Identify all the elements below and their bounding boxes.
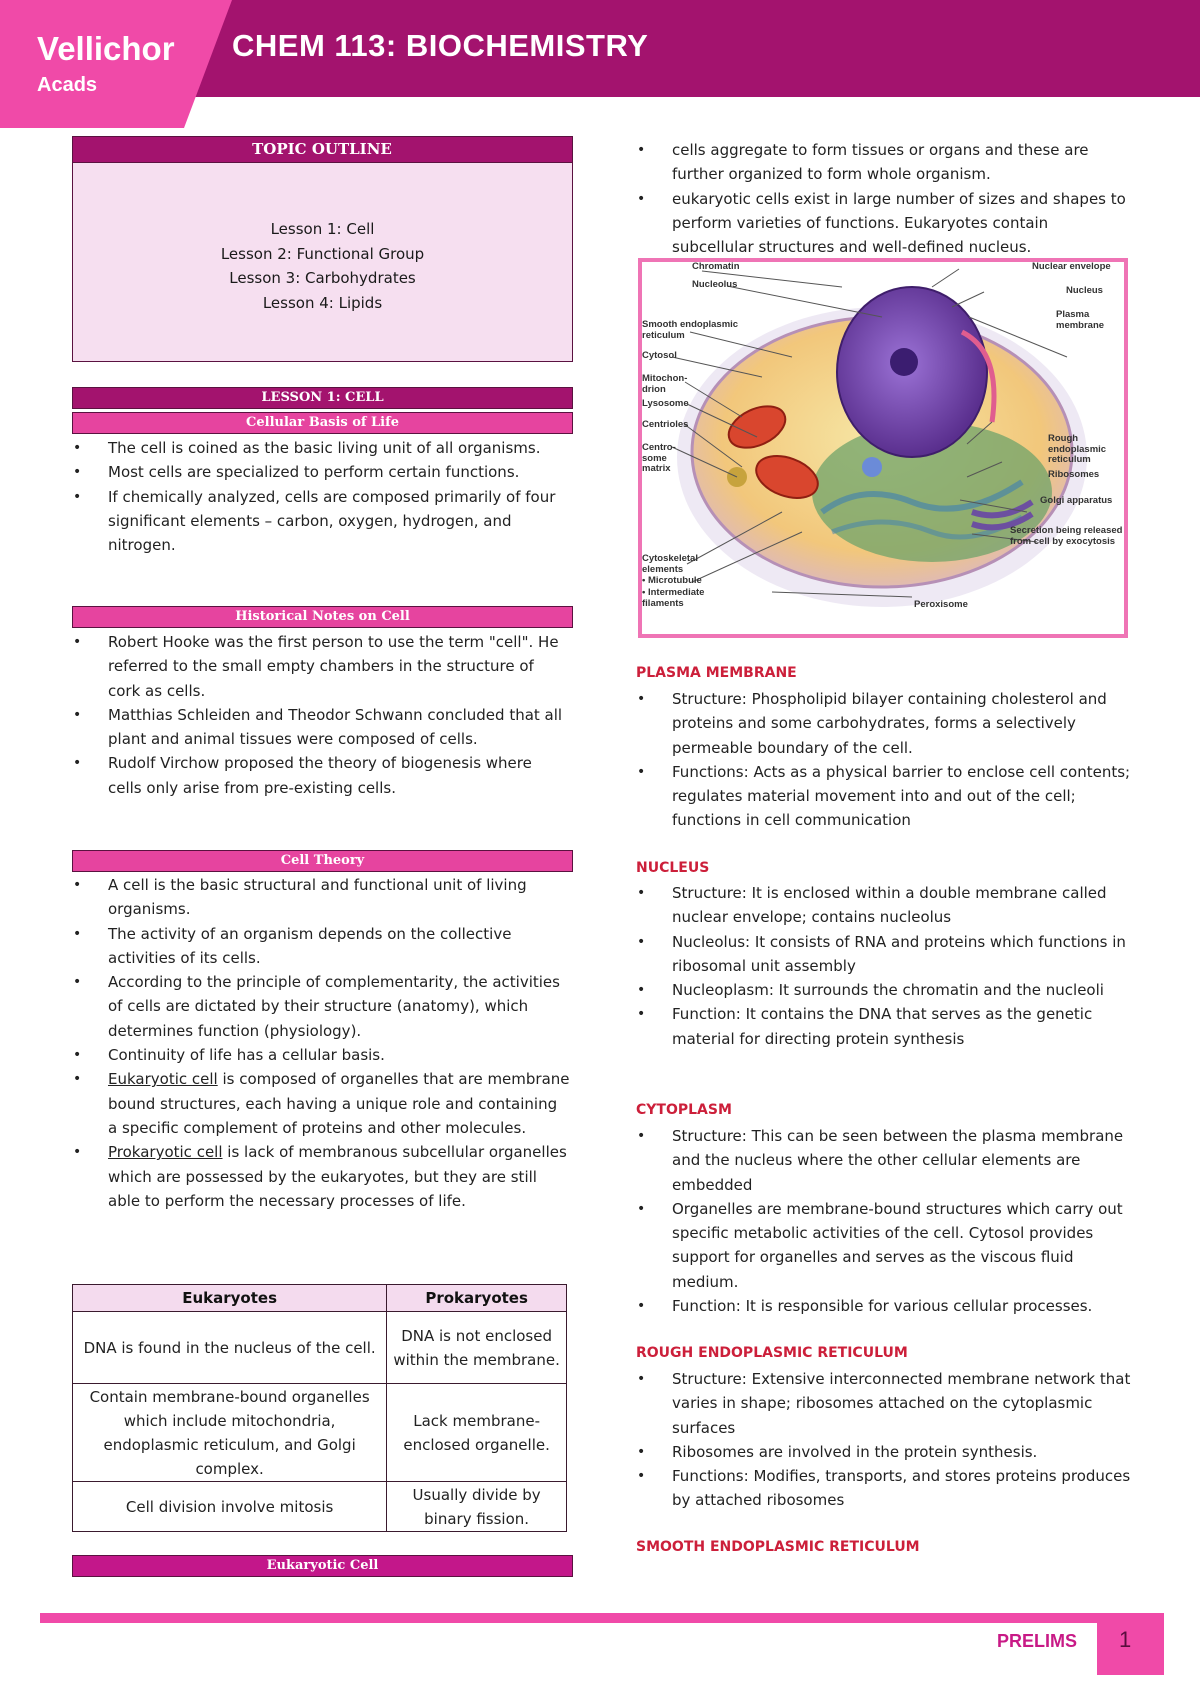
- label-lysosome: Lysosome: [642, 398, 689, 409]
- eukaryotic-cell-diagram: [638, 258, 1128, 638]
- list-item: • A cell is the basic structural and functional unit of living organisms.: [72, 873, 570, 922]
- label-cytoskeletal: Cytoskeletal elements: [642, 553, 698, 575]
- label-golgi: Golgi apparatus: [1040, 495, 1113, 506]
- section-title-eukaryotic-cell: Eukaryotic Cell: [72, 1555, 573, 1577]
- table-cell: Lack membrane-enclosed organelle.: [387, 1384, 567, 1482]
- list-item: • Nucleolus: It consists of RNA and proteins which functions in ribosomal unit assembly: [636, 930, 1131, 979]
- heading-nucleus: NUCLEUS: [636, 860, 710, 876]
- label-secretion: Secretion being released from cell by exocytosis: [1010, 525, 1123, 547]
- table-header-row: [73, 1285, 567, 1312]
- list-item: • Structure: It is enclosed within a double membrane called nuclear envelope; contains nucleolus: [636, 881, 1131, 930]
- cell-theory-list: [72, 873, 570, 1213]
- table-cell: DNA is not enclosed within the membrane.: [387, 1312, 567, 1384]
- eukaryotic-definition: is composed of organelles that are membrane bound structures, each having a unique role and containing a specific complement of proteins and other molecules.: [108, 1070, 570, 1137]
- list-item: • Matthias Schleiden and Theodor Schwann concluded that all plant and animal tissues were composed of cells.: [72, 703, 570, 752]
- brand-name: Vellichor: [37, 30, 175, 67]
- list-item: • The cell is coined as the basic living unit of all organisms.: [72, 436, 570, 460]
- label-cytosol: Cytosol: [642, 350, 677, 361]
- topic-lesson: Lesson 4: Lipids: [262, 293, 383, 312]
- term-eukaryotic-cell: Eukaryotic cell: [108, 1070, 218, 1089]
- table-row: [73, 1312, 567, 1384]
- list-item: • The activity of an organism depends on the collective activities of its cells.: [72, 922, 570, 971]
- section-title-historical-notes: Historical Notes on Cell: [72, 606, 573, 628]
- lesson-title: LESSON 1: CELL: [72, 387, 573, 409]
- topic-outline-box: [72, 136, 573, 362]
- list-item: • Functions: Acts as a physical barrier to enclose cell contents; regulates material movement into and out of the cell; functions in cell communication: [636, 760, 1131, 833]
- label-rough-er: Rough endoplasmic reticulum: [1048, 433, 1107, 465]
- label-intermediate-filaments: • Intermediate filaments: [642, 587, 705, 609]
- topic-outline-list: [73, 217, 572, 315]
- heading-plasma-membrane: PLASMA MEMBRANE: [636, 665, 797, 681]
- list-item: • Robert Hooke was the first person to use the term "cell". He referred to the small empty chambers in the structure of cork as cells.: [72, 630, 570, 703]
- label-plasma-membrane: Plasma membrane: [1056, 309, 1105, 331]
- table-cell: Cell division involve mitosis: [73, 1482, 387, 1532]
- list-item: • Ribosomes are involved in the protein synthesis.: [636, 1440, 1131, 1464]
- list-item: • According to the principle of complementarity, the activities of cells are dictated by their structure (anatomy), which determines function (physiology).: [72, 970, 570, 1043]
- list-item: • If chemically analyzed, cells are composed primarily of four significant elements – carbon, oxygen, hydrogen, and nitrogen.: [72, 485, 570, 558]
- cytoplasm-list: [636, 1124, 1131, 1318]
- footer-rule: [40, 1613, 1164, 1623]
- list-item: • Structure: Extensive interconnected membrane network that varies in shape; ribosomes attached on the cytoplasmic surfaces: [636, 1367, 1131, 1440]
- list-item: • Functions: Modifies, transports, and stores proteins produces by attached ribosomes: [636, 1464, 1131, 1513]
- list-item: • Structure: This can be seen between the plasma membrane and the nucleus where the other cellular elements are embedded: [636, 1124, 1131, 1197]
- label-smooth-er: Smooth endoplasmic reticulum: [642, 319, 739, 341]
- list-item: • Nucleoplasm: It surrounds the chromatin and the nucleoli: [636, 978, 1131, 1002]
- table-header: Prokaryotes: [387, 1285, 567, 1312]
- label-ribosomes: Ribosomes: [1048, 469, 1100, 480]
- list-item: • Continuity of life has a cellular basis.: [72, 1043, 570, 1067]
- label-centrosome-matrix: Centro-some matrix: [642, 442, 676, 474]
- section-title-cellular-basis: Cellular Basis of Life: [72, 412, 573, 434]
- header-banner: [0, 0, 1200, 128]
- intro-list: [636, 138, 1131, 259]
- topic-outline-title: TOPIC OUTLINE: [72, 136, 573, 163]
- list-item: • Rudolf Virchow proposed the theory of biogenesis where cells only arise from pre-existing cells.: [72, 751, 570, 800]
- page-header: [0, 0, 1200, 128]
- list-item: • Function: It contains the DNA that serves as the genetic material for directing protein synthesis: [636, 1002, 1131, 1051]
- label-centrioles: Centrioles: [642, 419, 689, 430]
- heading-cytoplasm: CYTOPLASM: [636, 1102, 732, 1118]
- label-chromatin: Chromatin: [692, 261, 740, 272]
- plasma-membrane-list: [636, 687, 1131, 833]
- list-item: • Function: It is responsible for various cellular processes.: [636, 1294, 1131, 1318]
- term-prokaryotic-cell: Prokaryotic cell: [108, 1143, 223, 1162]
- prokaryotic-definition: is lack of membranous subcellular organelles which are possessed by the eukaryotes, but they are still able to perform the necessary processes of life.: [108, 1143, 567, 1210]
- brand-subtitle: Acads: [37, 74, 98, 96]
- footer-label: PRELIMS: [997, 1631, 1078, 1651]
- label-nucleus: Nucleus: [1066, 285, 1103, 296]
- topic-lesson: Lesson 1: Cell: [270, 220, 375, 238]
- table-header: Eukaryotes: [73, 1285, 387, 1312]
- heading-rough-er: ROUGH ENDOPLASMIC RETICULUM: [636, 1345, 908, 1361]
- section-title-cell-theory: Cell Theory: [72, 850, 573, 872]
- rough-er-list: [636, 1367, 1131, 1513]
- label-mitochondrion: Mitochon-drion: [642, 373, 688, 395]
- topic-lesson: Lesson 3: Carbohydrates: [229, 269, 416, 287]
- cellular-basis-list: [72, 436, 570, 557]
- topic-lesson: Lesson 2: Functional Group: [220, 244, 425, 263]
- label-nucleolus: Nucleolus: [692, 279, 738, 290]
- heading-smooth-er: SMOOTH ENDOPLASMIC RETICULUM: [636, 1539, 920, 1555]
- label-nuclear-envelope: Nuclear envelope: [1032, 261, 1111, 272]
- label-peroxisome: Peroxisome: [914, 599, 968, 610]
- table-cell: DNA is found in the nucleus of the cell.: [73, 1312, 387, 1384]
- table-row: [73, 1384, 567, 1482]
- list-item-eukaryotic: [72, 1067, 570, 1140]
- list-item-prokaryotic: [72, 1140, 570, 1213]
- list-item: • Structure: Phospholipid bilayer containing cholesterol and proteins and some carbohydrates, forms a selectively permeable boundary of the cell.: [636, 687, 1131, 760]
- table-cell: Usually divide by binary fission.: [387, 1482, 567, 1532]
- table-cell: Contain membrane-bound organelles which include mitochondria, endoplasmic reticulum, and Golgi complex.: [73, 1384, 387, 1482]
- list-item: • Most cells are specialized to perform certain functions.: [72, 460, 570, 484]
- nucleus-list: [636, 881, 1131, 1051]
- page-number: 1: [1119, 1627, 1132, 1652]
- list-item: • Organelles are membrane-bound structures which carry out specific metabolic activities of the cell. Cytosol provides support for organelles and serves as the viscous fluid medium.: [636, 1197, 1131, 1294]
- eukaryote-prokaryote-table: [72, 1284, 567, 1532]
- course-title: CHEM 113: BIOCHEMISTRY: [232, 28, 649, 63]
- label-microtubule: • Microtubule: [642, 575, 702, 586]
- table-row: [73, 1482, 567, 1532]
- list-item: • eukaryotic cells exist in large number of sizes and shapes to perform varieties of functions. Eukaryotes contain subcellular structures and well-defined nucleus.: [636, 187, 1131, 260]
- historical-notes-list: [72, 630, 570, 800]
- list-item: • cells aggregate to form tissues or organs and these are further organized to form whole organism.: [636, 138, 1131, 187]
